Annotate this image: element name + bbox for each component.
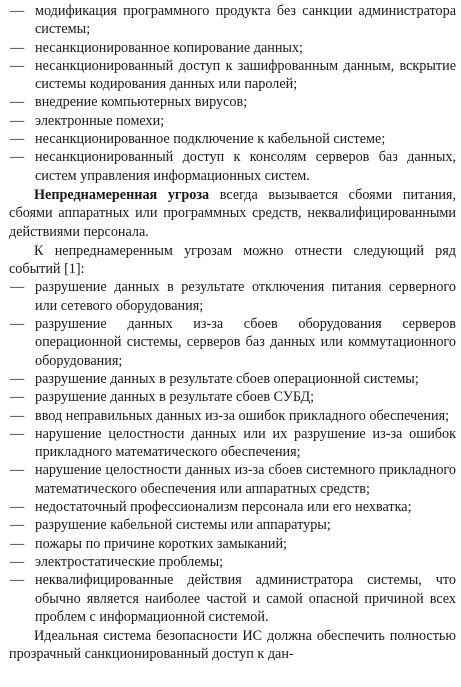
threat-list-unintentional [9, 278, 456, 626]
list-dash: — [10, 131, 25, 148]
list-item-text: разрушение данных из-за сбоев оборудования серверов операционной системы, серверов баз данных или коммутационного оборудования; [35, 316, 456, 369]
list-dash: — [10, 57, 25, 74]
threat-list-intentional [9, 2, 456, 185]
list-item-text: разрушение данных в результате сбоев операционной системы; [35, 370, 419, 387]
list-item-text: нарушение целостности данных или их разрушение из-за ошибок прикладного математического обеспечения; [35, 425, 456, 461]
list-dash: — [10, 370, 25, 387]
list-item [9, 553, 456, 571]
bold-term: Непреднамеренная угроза [34, 186, 210, 203]
list-dash: — [10, 425, 25, 442]
list-item-text: модификация программного продукта без санкции администратора системы; [35, 3, 456, 38]
list-item-text: неквалифицированные действия администратора системы, что обычно является наиболее частой и самой опасной причиной всех проблем с информационной системой. [35, 572, 456, 625]
list-item [9, 535, 456, 553]
list-item [9, 498, 456, 516]
list-item [9, 278, 456, 315]
list-item-text: ввод неправильных данных из-за ошибок прикладного обеспечения; [35, 407, 450, 424]
list-item-text: несанкционированный доступ к консолям серверов баз данных, систем управления информационных систем. [35, 149, 456, 184]
list-dash: — [10, 462, 25, 479]
list-item [9, 2, 456, 39]
list-item-text: недостаточный профессионализм персонала или его нехватка; [35, 499, 412, 516]
list-dash: — [10, 572, 25, 589]
list-dash: — [10, 407, 25, 424]
paragraph-event-list-intro: К непреднамеренным угрозам можно отнести следующий ряд событий [1]: [9, 242, 456, 278]
list-dash: — [10, 517, 25, 534]
list-item [9, 425, 456, 462]
list-item-text: несанкционированное подключение к кабельной системе; [35, 131, 386, 148]
list-item-text: пожары по причине коротких замыканий; [35, 535, 287, 552]
list-item [9, 388, 456, 406]
list-item [9, 571, 456, 626]
list-item-text: разрушение кабельной системы или аппаратуры; [35, 517, 331, 534]
list-dash: — [10, 499, 25, 516]
list-item-text: внедрение компьютерных вирусов; [35, 94, 248, 111]
list-item [9, 93, 456, 111]
list-item [9, 130, 456, 148]
paragraph-text: всегда вызывается сбоями питания, сбоями аппаратных или программных средств, неквалифицированными действиями персонала. [9, 186, 456, 240]
list-item-text: разрушение данных в результате отключения питания серверного или сетевого оборудования; [35, 279, 456, 314]
list-item-text: несанкционированное копирование данных; [35, 39, 303, 56]
list-dash: — [10, 316, 25, 333]
paragraph-ideal-security: Идеальная система безопасности ИС должна обеспечить полностью прозрачный санкционированный доступ к дан- [9, 628, 456, 663]
list-item [9, 516, 456, 534]
list-item-text: электростатические проблемы; [35, 553, 224, 570]
list-dash: — [10, 279, 25, 296]
list-item [9, 315, 456, 370]
list-dash: — [10, 389, 25, 406]
list-dash: — [10, 3, 25, 19]
list-dash: — [10, 149, 25, 166]
list-dash: — [10, 553, 25, 570]
list-item [9, 370, 456, 388]
list-item [9, 57, 456, 94]
list-item [9, 407, 456, 425]
list-dash: — [10, 112, 25, 129]
list-item-text: несанкционированный доступ к зашифрованным данным, вскрытие системы кодирования данных или паролей; [35, 57, 456, 93]
list-item [9, 112, 456, 130]
list-item [9, 148, 456, 185]
list-item [9, 39, 456, 57]
list-item-text: нарушение целостности данных из-за сбоев системного прикладного математического обеспечения или аппаратных средств; [35, 462, 456, 497]
list-item-text: разрушение данных в результате сбоев СУБД; [35, 389, 315, 406]
list-dash: — [10, 94, 25, 111]
list-item [9, 461, 456, 498]
list-dash: — [10, 39, 25, 56]
paragraph-unintentional-threat [9, 186, 456, 241]
list-item-text: электронные помехи; [35, 112, 165, 129]
list-dash: — [10, 535, 25, 552]
